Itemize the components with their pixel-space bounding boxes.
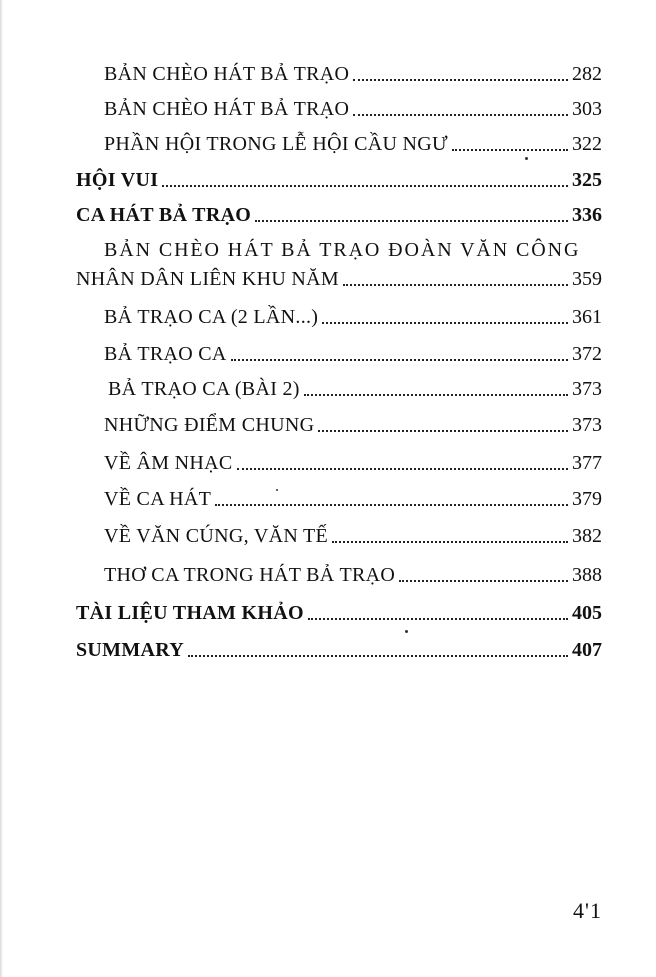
toc-entry-title: VỀ ÂM NHẠC <box>104 452 233 474</box>
toc-entry-title: BẢ TRẠO CA (2 LẦN...) <box>104 306 319 328</box>
toc-entry[interactable] <box>104 132 602 156</box>
toc-entry-page: 405 <box>572 602 602 624</box>
toc-entry[interactable] <box>104 62 602 86</box>
toc-entry[interactable] <box>104 524 602 548</box>
toc-entry-page: 388 <box>572 564 602 586</box>
toc-entry-page: 303 <box>572 98 602 120</box>
toc-entry-title: HỘI VUI <box>76 169 159 191</box>
toc-entry-page: 361 <box>572 306 602 328</box>
toc-entry-page: 377 <box>572 452 602 474</box>
toc-entry-page: 359 <box>572 268 602 290</box>
dot-leader <box>308 617 568 620</box>
toc-entry[interactable] <box>104 97 602 121</box>
toc-entry-page: 373 <box>572 378 602 400</box>
toc-entry[interactable] <box>76 168 602 192</box>
dot-leader <box>452 148 568 151</box>
toc-entry[interactable] <box>76 267 602 291</box>
dot-leader <box>215 503 568 506</box>
toc-entry-title: CA HÁT BẢ TRẠO <box>76 204 252 226</box>
ink-speck <box>405 630 408 633</box>
toc-entry-page: 373 <box>572 414 602 436</box>
toc-entry-page: 372 <box>572 343 602 365</box>
toc-entry-title: SUMMARY <box>76 639 185 661</box>
toc-entry-page: 322 <box>572 133 602 155</box>
toc-entry-title: VỀ VĂN CÚNG, VĂN TẾ <box>104 525 329 547</box>
toc-entry-title: BẢN CHÈO HÁT BẢ TRẠO <box>104 63 350 85</box>
dot-leader <box>304 393 568 396</box>
dot-leader <box>188 654 568 657</box>
toc-entry-title: BẢ TRẠO CA <box>104 343 227 365</box>
ink-speck <box>525 157 528 160</box>
toc-entry[interactable] <box>104 342 602 366</box>
dot-leader <box>255 219 568 222</box>
dot-leader <box>162 184 568 187</box>
toc-entry-title-line1[interactable]: BẢN CHÈO HÁT BẢ TRẠO ĐOÀN VĂN CÔNG <box>104 239 581 261</box>
toc-entry[interactable] <box>104 563 602 587</box>
toc-entry-title: VỀ CA HÁT <box>104 488 212 510</box>
dot-leader <box>353 78 568 81</box>
toc-entry[interactable] <box>104 305 602 329</box>
toc-entry-page: 382 <box>572 525 602 547</box>
toc-entry-title: NHỮNG ĐIỂM CHUNG <box>104 414 315 436</box>
dot-leader <box>322 321 568 324</box>
toc-entry-title: BẢ TRẠO CA (BÀI 2) <box>108 378 300 400</box>
page-number: 4'1 <box>573 898 602 923</box>
toc-entry-page: 336 <box>572 204 602 226</box>
toc-entry-title: TÀI LIỆU THAM KHẢO <box>76 602 304 624</box>
toc-entry-title: PHẦN HỘI TRONG LỄ HỘI CẦU NGƯ <box>104 133 448 155</box>
toc-entry[interactable] <box>108 377 602 401</box>
toc-entry-page: 407 <box>572 639 602 661</box>
toc-entry[interactable] <box>76 601 602 625</box>
dot-leader <box>343 283 568 286</box>
dot-leader <box>318 429 568 432</box>
dot-leader <box>399 579 568 582</box>
toc-entry[interactable] <box>104 487 602 511</box>
toc-entry[interactable] <box>104 451 602 475</box>
toc-entry[interactable] <box>76 638 602 662</box>
toc-entry[interactable] <box>104 413 602 437</box>
toc-entry-page: 379 <box>572 488 602 510</box>
toc-entry-title: THƠ CA TRONG HÁT BẢ TRẠO <box>104 564 396 586</box>
toc-entry-page: 282 <box>572 63 602 85</box>
toc-entry-title-line2: NHÂN DÂN LIÊN KHU NĂM <box>76 268 339 290</box>
dot-leader <box>332 540 568 543</box>
ink-speck <box>276 489 278 491</box>
toc-entry-page: 325 <box>572 169 602 191</box>
dot-leader <box>231 358 568 361</box>
dot-leader <box>353 113 568 116</box>
toc-entry-title: BẢN CHÈO HÁT BẢ TRẠO <box>104 98 350 120</box>
dot-leader <box>237 467 568 470</box>
toc-entry[interactable] <box>76 203 602 227</box>
